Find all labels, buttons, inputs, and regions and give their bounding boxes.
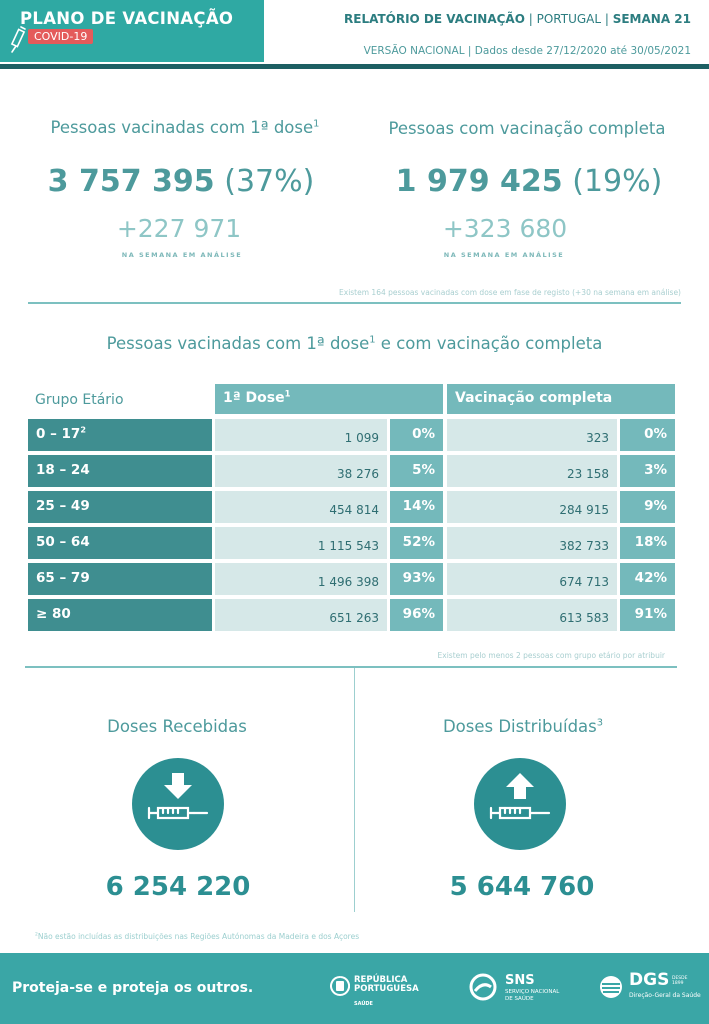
header-title-box <box>0 0 264 62</box>
first-dose-percent: 93% <box>390 563 443 595</box>
age-group-label: ≥ 80 <box>36 606 71 622</box>
first-dose-percent: 14% <box>390 491 443 523</box>
first-dose-value: 1 496 398 <box>215 563 387 595</box>
age-group-label: 25 – 49 <box>36 498 90 514</box>
first-dose-value: 1 099 <box>215 419 387 451</box>
first-dose-percent: 5% <box>390 455 443 487</box>
complete-count: 1 979 425 <box>395 164 563 199</box>
complete-percent: 18% <box>620 527 675 559</box>
dgs-logo-icon <box>598 975 624 999</box>
complete-value: 284 915 <box>447 491 617 523</box>
doses-distributed-value: 5 644 760 <box>449 872 595 902</box>
doses-distributed-title-text: Doses Distribuídas <box>442 717 597 736</box>
col-header-first-dose-text: 1ª Dose <box>223 390 285 406</box>
first-dose-value: 454 814 <box>215 491 387 523</box>
table-row <box>0 455 709 487</box>
doses-distributed-badge <box>474 758 566 850</box>
age-group-label: 50 – 64 <box>36 534 90 550</box>
table-divider <box>25 666 677 668</box>
table-row <box>0 527 709 559</box>
sns-abbr: SNS <box>505 973 535 988</box>
report-week: SEMANA 21 <box>612 12 691 26</box>
first-dose-percent: 52% <box>390 527 443 559</box>
header-underline <box>0 64 709 69</box>
table-row <box>0 491 709 523</box>
doses-received-title: Doses Recebidas <box>107 717 247 736</box>
first-dose-title <box>0 118 370 137</box>
summary-divider <box>28 302 681 304</box>
first-dose-count: 3 757 395 <box>47 164 215 199</box>
age-group-note: Existem pelo menos 2 pessoas com grupo etário por atribuir <box>437 651 665 660</box>
complete-percent: 91% <box>620 599 675 631</box>
header <box>0 0 709 66</box>
sns-logo-icon <box>469 973 497 1001</box>
header-title: PLANO DE VACINAÇÃO <box>20 9 234 28</box>
report-country: PORTUGAL <box>536 12 602 26</box>
sns-full-name <box>505 989 559 1002</box>
report-label: RELATÓRIO DE VACINAÇÃO <box>344 12 525 26</box>
age-group-label: 65 – 79 <box>36 570 90 586</box>
age-group-cell <box>28 455 212 487</box>
age-group-label: 18 – 24 <box>36 462 90 478</box>
table-row <box>0 599 709 631</box>
first-dose-total <box>0 164 362 199</box>
col-header-first-dose <box>215 384 443 414</box>
registration-note: Existem 164 pessoas vacinadas com dose em fase de registo (+30 na semana em análise) <box>339 288 681 297</box>
sns-line1: SERVIÇO NACIONAL <box>505 989 560 995</box>
arrow-down-syringe-icon <box>132 758 224 850</box>
rp-line1: REPÚBLICA <box>354 975 408 985</box>
doses-distributed-title-sup: 3 <box>596 717 604 729</box>
first-dose-percent: 0% <box>390 419 443 451</box>
age-group-cell <box>28 599 212 631</box>
complete-percent: 3% <box>620 455 675 487</box>
complete-value: 323 <box>447 419 617 451</box>
complete-percent: 9% <box>620 491 675 523</box>
complete-value: 674 713 <box>447 563 617 595</box>
report-date-range: Dados desde 27/12/2020 até 30/05/2021 <box>474 45 691 57</box>
col-header-first-dose-sup: 1 <box>284 388 291 399</box>
republica-portuguesa-emblem-icon <box>330 975 350 999</box>
report-version: VERSÃO NACIONAL <box>363 45 465 57</box>
col-header-age-group: Grupo Etário <box>35 392 124 408</box>
table-row <box>0 563 709 595</box>
syringe-icon <box>8 24 30 54</box>
complete-value: 613 583 <box>447 599 617 631</box>
sns-line2: DE SAÚDE <box>505 995 534 1002</box>
age-group-cell <box>28 527 212 559</box>
doses-received-value: 6 254 220 <box>105 872 251 902</box>
complete-increment: +323 680 <box>442 214 568 243</box>
age-group-sup: 2 <box>80 424 86 435</box>
complete-value: 382 733 <box>447 527 617 559</box>
first-dose-value: 651 263 <box>215 599 387 631</box>
complete-title: Pessoas com vacinação completa <box>388 119 666 138</box>
age-group-cell <box>28 419 212 451</box>
arrow-up-syringe-icon <box>474 758 566 850</box>
regions-footnote <box>35 932 359 941</box>
col-header-complete: Vacinação completa <box>447 384 675 414</box>
complete-percent: 0% <box>620 419 675 451</box>
complete-caption: NA SEMANA EM ANÁLISE <box>443 251 565 259</box>
complete-value: 23 158 <box>447 455 617 487</box>
doses-received-badge <box>132 758 224 850</box>
first-dose-title-sup: 1 <box>313 118 320 130</box>
age-table-title-b: e com vacinação completa <box>375 334 603 353</box>
dgs-full-name: Direção-Geral da Saúde <box>629 992 701 999</box>
first-dose-pct: (37%) <box>224 164 315 199</box>
regions-footnote-text: Não estão incluídas as distribuições nas Regiões Autónomas da Madeira e dos Açores <box>37 932 360 941</box>
first-dose-percent: 96% <box>390 599 443 631</box>
first-dose-value: 38 276 <box>215 455 387 487</box>
footer-slogan: Proteja-se e proteja os outros. <box>12 980 254 996</box>
first-dose-caption: NA SEMANA EM ANÁLISE <box>121 251 243 259</box>
rp-line2: PORTUGUESA <box>354 984 419 994</box>
covid-badge: COVID-19 <box>28 29 93 44</box>
first-dose-title-text: Pessoas vacinadas com 1ª dose <box>50 118 314 137</box>
age-table-title-sup: 1 <box>369 334 376 346</box>
republica-portuguesa-logo <box>354 976 419 994</box>
complete-total <box>350 164 708 199</box>
complete-pct: (19%) <box>572 164 663 199</box>
age-group-cell <box>28 491 212 523</box>
table-row <box>0 419 709 451</box>
age-group-label: 0 – 17 <box>36 426 81 442</box>
regions-footnote-sup: 2 <box>35 932 38 938</box>
first-dose-increment: +227 971 <box>116 214 242 243</box>
report-heading: RELATÓRIO DE VACINAÇÃO | PORTUGAL | SEMANA 21 <box>344 12 691 26</box>
first-dose-value: 1 115 543 <box>215 527 387 559</box>
doses-distributed-title <box>346 717 700 736</box>
dgs-abbr: DGS <box>629 970 670 990</box>
age-table-title <box>0 334 709 353</box>
footer <box>0 953 709 1024</box>
rp-line3: SAÚDE <box>354 1001 373 1007</box>
age-table-title-a: Pessoas vacinadas com 1ª dose <box>106 334 370 353</box>
complete-percent: 42% <box>620 563 675 595</box>
report-subheading: VERSÃO NACIONAL | Dados desde 27/12/2020 até 30/05/2021 <box>363 45 691 57</box>
age-group-cell <box>28 563 212 595</box>
dgs-since: DESDE 1899 <box>672 976 688 986</box>
